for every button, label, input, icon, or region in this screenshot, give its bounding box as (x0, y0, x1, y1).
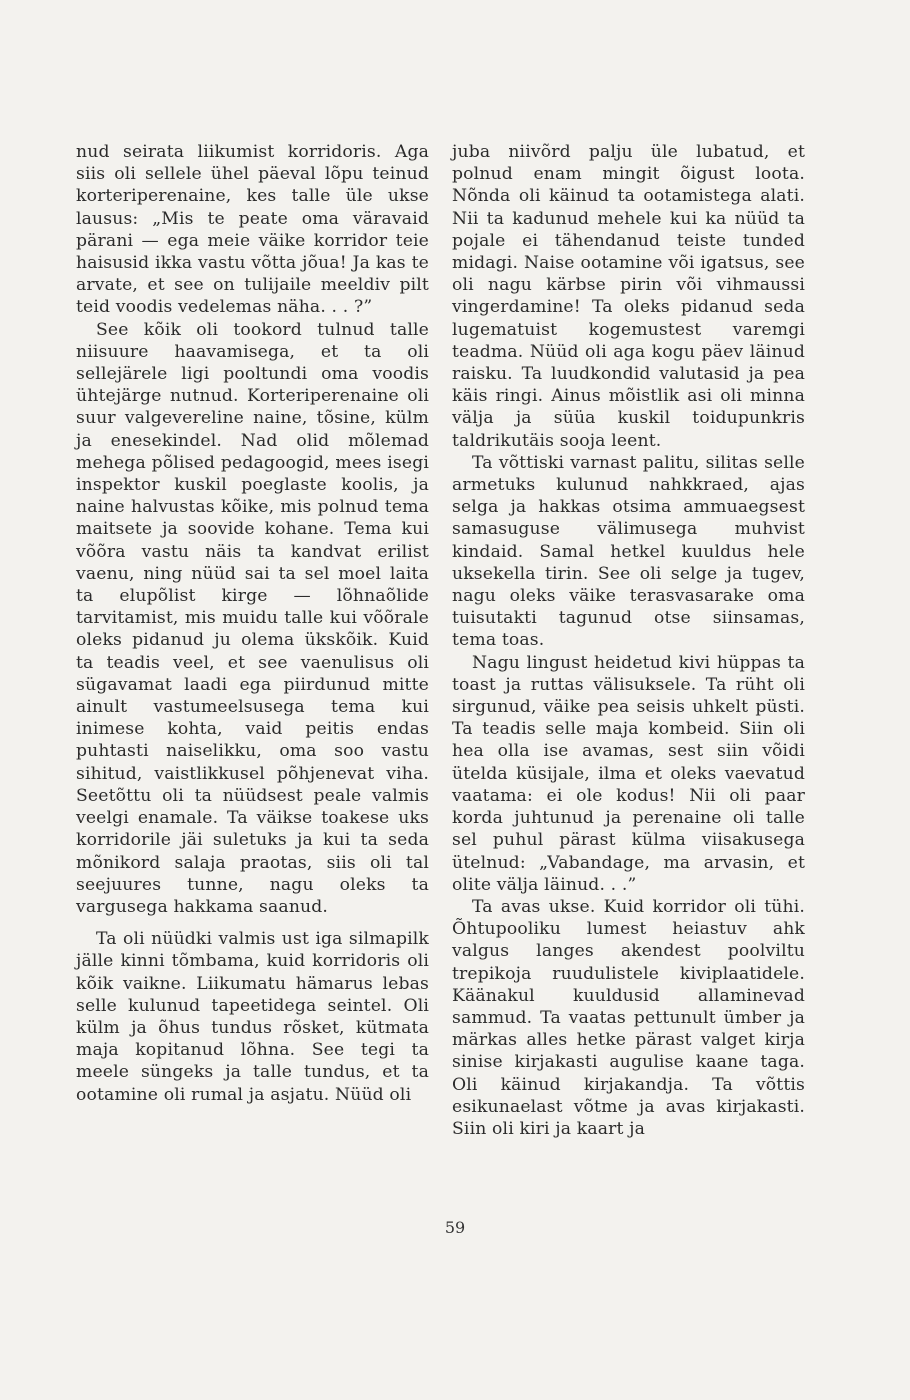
paragraph: juba niivõrd palju üle lubatud, et polnud enam mingit õigust loota. Nõnda oli käinud ta ootamistega alati. Nii ta kadunud mehele kui ka nüüd ta pojale ei tähendanud teiste tunded midagi. Naise ootamine või igatsus, see oli nagu kärbse pirin või vihmaussi vingerdamine! Ta oleks pidanud seda lugematuist kogemustest varemgi teadma. Nüüd oli aga kogu päev läinud raisku. Ta luudkondid valutasid ja pea käis ringi. Ainus mõistlik asi oli minna välja ja süüa kuskil toidupunkris taldrikutäis sooja leent. (452, 142, 805, 451)
paragraph: nud seirata liikumist korridoris. Aga siis oli sellele ühel päeval lõpu teinud korteriperenaine, kes talle üle ukse lausus: „Mis te peate oma väravaid pärani — ega meie väike korridor teie haisusid ikka vastu võtta jõua! Ja kas te arvate, et see on tulijaile meeldiv pilt teid voodis vedelemas näha. . . ?” (76, 142, 429, 318)
left-text-column (76, 141, 429, 1106)
paragraph: Ta avas ukse. Kuid korridor oli tühi. Õhtupooliku lumest heiastuv ahk valgus langes akendest poolviltu trepikoja ruudulistele kiviplaatidele. Käänakul kuuldusid allaminevad sammud. Ta vaatas pettunult ümber ja märkas alles hetke pärast valget kirja sinise kirjakasti augulise kaane taga. Oli käinud kirjakandja. Ta võttis esikunaelast võtme ja avas kirjakasti. Siin oli kiri ja kaart ja (452, 896, 805, 1139)
paragraph: See kõik oli tookord tulnud talle niisuure haavamisega, et ta oli sellejärele ligi pooltundi oma voodis ühtejärge nutnud. Korteriperenaine oli suur valgevereline naine, tõsine, külm ja enesekindel. Nad olid mõlemad mehega põlised pedagoogid, mees isegi inspektor kuskil poeglaste koolis, ja naine halvustas kõike, mis polnud tema maitsete ja soovide kohane. Tema kui võõra vastu näis ta kandvat erilist vaenu, ning nüüd sai ta sel moel laita ta elupõlist kirge — lõhnaõlide tarvitamist, mis muidu talle kui võõrale oleks pidanud ju olema ükskõik. Kuid ta teadis veel, et see vaenulisus oli sügavamat laadi ega piirdunud mitte ainult vastumeelsusega tema kui inimese kohta, vaid peitis endas puhtasti naiselikku, oma soo vastu sihitud, vaistlikkusel põhjenevat viha. Seetõttu oli ta nüüdsest peale valmis veelgi enamale. Ta väikse toakese uks korridorile jäi suletuks ja kui ta seda mõnikord salaja praotas, siis oli tal seejuures tunne, nagu oleks ta vargusega hakkama saanud. (76, 319, 429, 917)
page-number: 59 (444, 1218, 466, 1237)
paragraph: Ta oli nüüdki valmis ust iga silmapilk jälle kinni tõmbama, kuid korridoris oli kõik vaikne. Liikumatu hämarus lebas selle kulunud tapeetidega seintel. Oli külm ja õhus tundus rõsket, kütmata maja kopitanud lõhna. See tegi ta meele süngeks ja talle tundus, et ta ootamine oli rumal ja asjatu. Nüüd oli (76, 929, 429, 1105)
paragraph: Nagu lingust heidetud kivi hüppas ta toast ja ruttas välisuksele. Ta rüht oli sirgunud, väike pea seisis uhkelt püsti. Ta teadis selle maja kombeid. Siin oli hea olla ise avamas, sest siin võidi ütelda küsijale, ilma et oleks vaevatud vaatama: ei ole kodus! Nii oli paar korda juhtunud ja perenaine oli talle sel puhul pärast külma viisakusega ütelnud: „Vabandage, ma arvasin, et olite välja läinud. . .” (452, 652, 805, 895)
right-text-column (452, 141, 805, 1140)
paragraph: Ta võttiski varnast palitu, silitas selle armetuks kulunud nahkkraed, ajas selga ja hakkas otsima ammuaegsest samasuguse välimusega muhvist kindaid. Samal hetkel kuuldus hele uksekella tirin. See oli selge ja tugev, nagu oleks väike terasvasarake oma tuisutakti tagunud otse siinsamas, tema toas. (452, 452, 805, 651)
